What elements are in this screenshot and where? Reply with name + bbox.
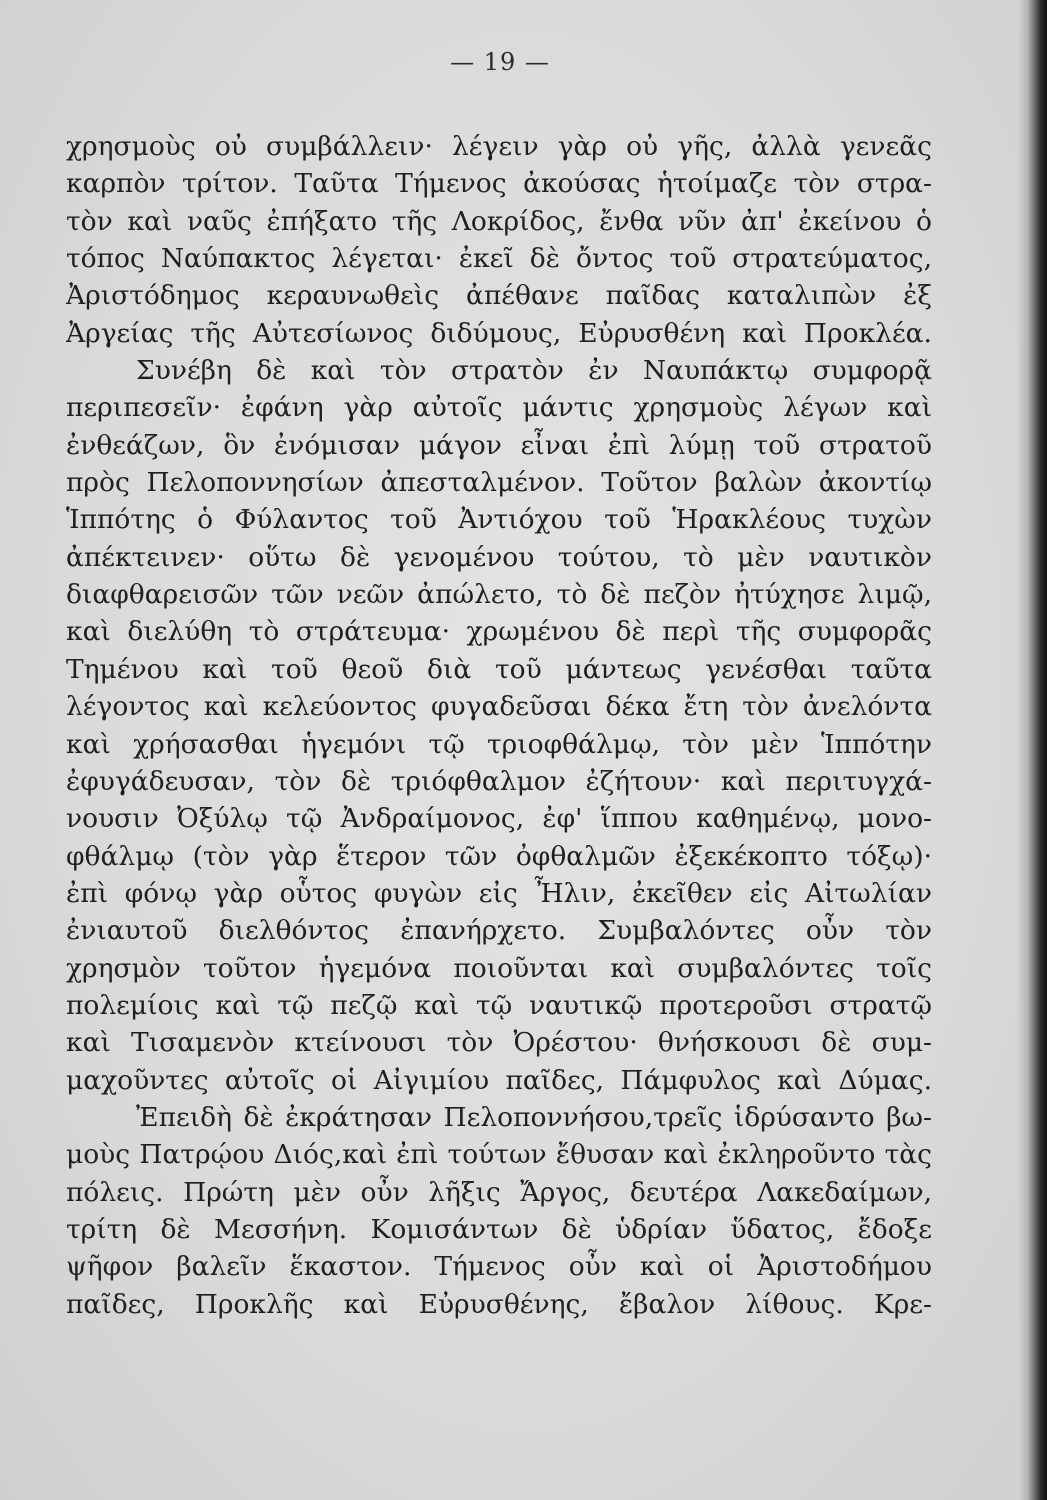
text-line: Τημένου καὶ τοῦ θεοῦ διὰ τοῦ μάντεως γενέσθαι ταῦτα (66, 653, 932, 685)
page-edge-shadow (1017, 0, 1047, 1500)
page-number: — 19 — (450, 48, 550, 76)
text-line: Ἀριστόδημος κεραυνωθεὶς ἀπέθανε παῖδας καταλιπὼν ἐξ (66, 280, 932, 312)
text-line: ἀπέκτεινεν· οὕτω δὲ γενομένου τούτου, τὸ μὲν ναυτικὸν (66, 541, 932, 573)
text-line: φθάλμῳ (τὸν γὰρ ἕτερον τῶν ὀφθαλμῶν ἐξεκέκοπτο τόξῳ)· (66, 840, 932, 872)
text-line: διαφθαρεισῶν τῶν νεῶν ἀπώλετο, τὸ δὲ πεζὸν ἠτύχησε λιμῷ, (66, 579, 932, 611)
text-line: πόλεις. Πρώτη μὲν οὖν λῆξις Ἄργος, δευτέρα Λακεδαίμων, (66, 1176, 932, 1208)
text-line: καρπὸν τρίτον. Ταῦτα Τήμενος ἀκούσας ἡτοίμαζε τὸν στρα- (66, 168, 932, 200)
text-line: τρίτη δὲ Μεσσήνη. Κομισάντων δὲ ὑδρίαν ὕδατος, ἔδοξε (66, 1213, 932, 1245)
text-line: Ἐπειδὴ δὲ ἐκράτησαν Πελοποννήσου,τρεῖς ἱδρύσαντο βω- (136, 1101, 932, 1133)
text-line: χρησμὸν τοῦτον ἡγεμόνα ποιοῦνται καὶ συμβαλόντες τοῖς (66, 952, 932, 984)
text-line: ἐνιαυτοῦ διελθόντος ἐπανήρχετο. Συμβαλόντες οὖν τὸν (66, 915, 932, 947)
text-line: καὶ χρήσασθαι ἡγεμόνι τῷ τριοφθάλμῳ, τὸν μὲν Ἱππότην (66, 728, 932, 760)
text-line: λέγοντος καὶ κελεύοντος φυγαδεῦσαι δέκα ἔτη τὸν ἀνελόντα (66, 691, 932, 723)
text-line: νουσιν Ὀξύλῳ τῷ Ἀνδραίμονος, ἐφ' ἵππου καθημένῳ, μονο- (66, 803, 932, 835)
text-line: ἐνθεάζων, ὃν ἐνόμισαν μάγον εἶναι ἐπὶ λύμῃ τοῦ στρατοῦ (66, 429, 932, 461)
text-line: πρὸς Πελοποννησίων ἀπεσταλμένον. Τοῦτον βαλὼν ἀκοντίῳ (66, 467, 932, 499)
text-line: Ἀργείας τῆς Αὐτεσίωνος διδύμους, Εὐρυσθένη καὶ Προκλέα. (66, 317, 932, 349)
text-line: χρησμοὺς οὐ συμβάλλειν· λέγειν γὰρ οὐ γῆς, ἀλλὰ γενεᾶς (66, 131, 932, 162)
text-line: παῖδες, Προκλῆς καὶ Εὐρυσθένης, ἔβαλον λίθους. Κρε- (66, 1288, 932, 1320)
text-line: περιπεσεῖν· ἐφάνη γὰρ αὐτοῖς μάντις χρησμοὺς λέγων καὶ (66, 392, 932, 424)
text-line: Ἱππότης ὁ Φύλαντος τοῦ Ἀντιόχου τοῦ Ἡρακλέους τυχὼν (66, 504, 932, 536)
text-line: μοὺς Πατρῴου Διός,καὶ ἐπὶ τούτων ἔθυσαν καὶ ἐκληροῦντο τὰς (66, 1139, 932, 1171)
text-line: τόπος Ναύπακτος λέγεται· ἐκεῖ δὲ ὄντος τοῦ στρατεύματος, (66, 243, 932, 275)
text-line: καὶ Τισαμενὸν κτείνουσι τὸν Ὀρέστου· θνήσκουσι δὲ συμ- (66, 1027, 932, 1059)
text-line: καὶ διελύθη τὸ στράτευμα· χρωμένου δὲ περὶ τῆς συμφορᾶς (66, 616, 932, 648)
text-line: ἐπὶ φόνῳ γὰρ οὗτος φυγὼν εἰς Ἦλιν, ἐκεῖθεν εἰς Αἰτωλίαν (66, 877, 932, 909)
body-text (66, 128, 932, 1323)
text-line: ψῆφον βαλεῖν ἕκαστον. Τήμενος οὖν καὶ οἱ Ἀριστοδήμου (66, 1251, 932, 1283)
text-line: Συνέβη δὲ καὶ τὸν στρατὸν ἐν Ναυπάκτῳ συμφορᾷ (136, 355, 932, 387)
text-line: τὸν καὶ ναῦς ἐπήξατο τῆς Λοκρίδος, ἔνθα νῦν ἀπ' ἐκείνου ὁ (66, 205, 932, 237)
text-line: ἐφυγάδευσαν, τὸν δὲ τριόφθαλμον ἐζήτουν· καὶ περιτυγχά- (66, 765, 932, 797)
text-line: μαχοῦντες αὐτοῖς οἱ Αἰγιμίου παῖδες, Πάμφυλος καὶ Δύμας. (66, 1064, 932, 1096)
text-line: πολεμίοις καὶ τῷ πεζῷ καὶ τῷ ναυτικῷ προτεροῦσι στρατῷ (66, 989, 932, 1021)
